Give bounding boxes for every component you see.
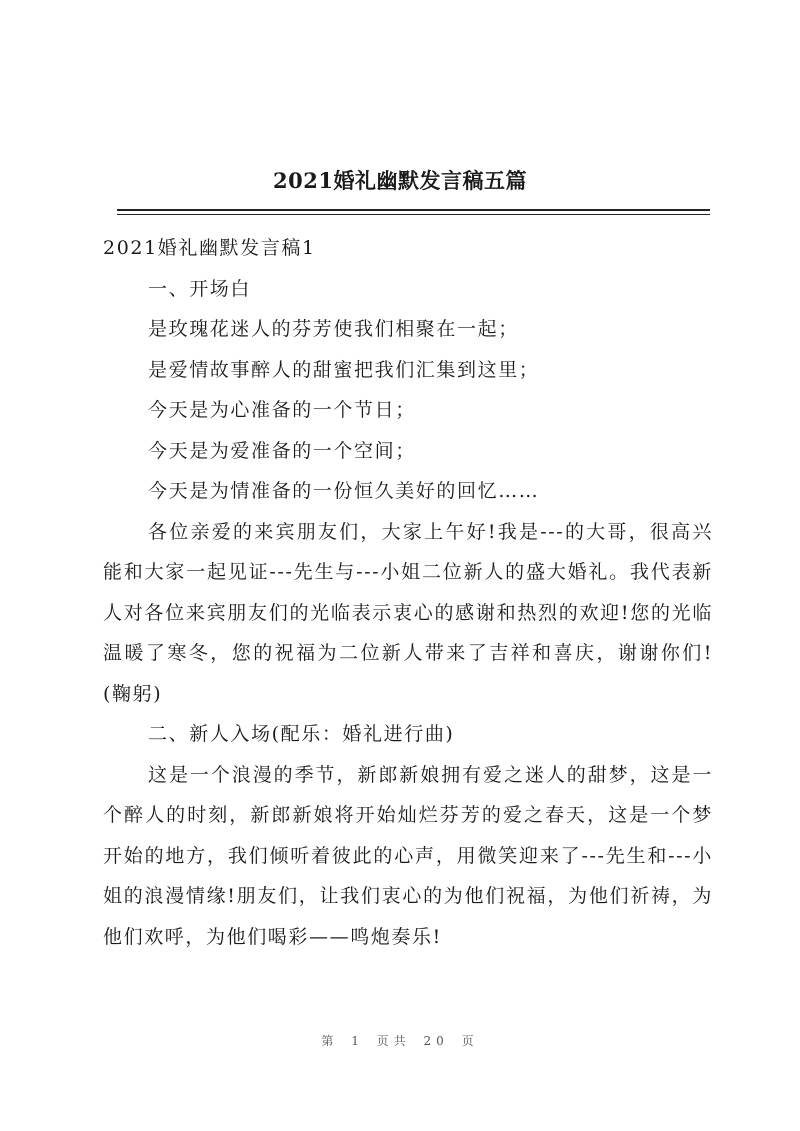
- paragraph-entrance: 这是一个浪漫的季节，新郎新娘拥有爱之迷人的甜梦，这是一个醉人的时刻，新郎新娘将开始灿烂芬芳的爱之春天，这是一个梦开始的地方，我们倾听着彼此的心声，用微笑迎来了---先生和---小姐的浪漫情缘!朋友们，让我们衷心的为他们祝福，为他们祈祷，为他们欢呼，为他们喝彩——鸣炮奏乐!: [103, 763, 713, 948]
- title-divider-thin: [117, 214, 710, 215]
- paragraph: 今天是为情准备的一份恒久美好的回忆……: [148, 480, 540, 502]
- paragraph: 是玫瑰花迷人的芬芳使我们相聚在一起；: [148, 318, 519, 340]
- paragraph: 今天是为心准备的一个节日；: [148, 399, 416, 421]
- document-title: 2021婚礼幽默发言稿五篇: [273, 168, 527, 193]
- page-footer: 第 1 页共 20 页: [321, 1034, 479, 1048]
- document-body: [103, 228, 713, 957]
- title-divider: [117, 209, 710, 211]
- paragraph: 今天是为爱准备的一个空间；: [148, 439, 416, 462]
- subheading-opening: 一、开场白: [148, 277, 252, 300]
- section-heading: 2021婚礼幽默发言稿1: [103, 237, 316, 259]
- paragraph-welcome: 各位亲爱的来宾朋友们，大家上午好!我是---的大哥，很高兴能和大家一起见证---先生与---小姐二位新人的盛大婚礼。我代表新人对各位来宾朋友们的光临表示衷心的感谢和热烈的欢迎!您的光临温暖了寒冬，您的祝福为二位新人带来了吉祥和喜庆，谢谢你们!(鞠躬): [103, 520, 713, 705]
- subheading-entrance: 二、新人入场(配乐：婚礼进行曲): [148, 723, 455, 745]
- paragraph: 是爱情故事醉人的甜蜜把我们汇集到这里；: [148, 358, 540, 381]
